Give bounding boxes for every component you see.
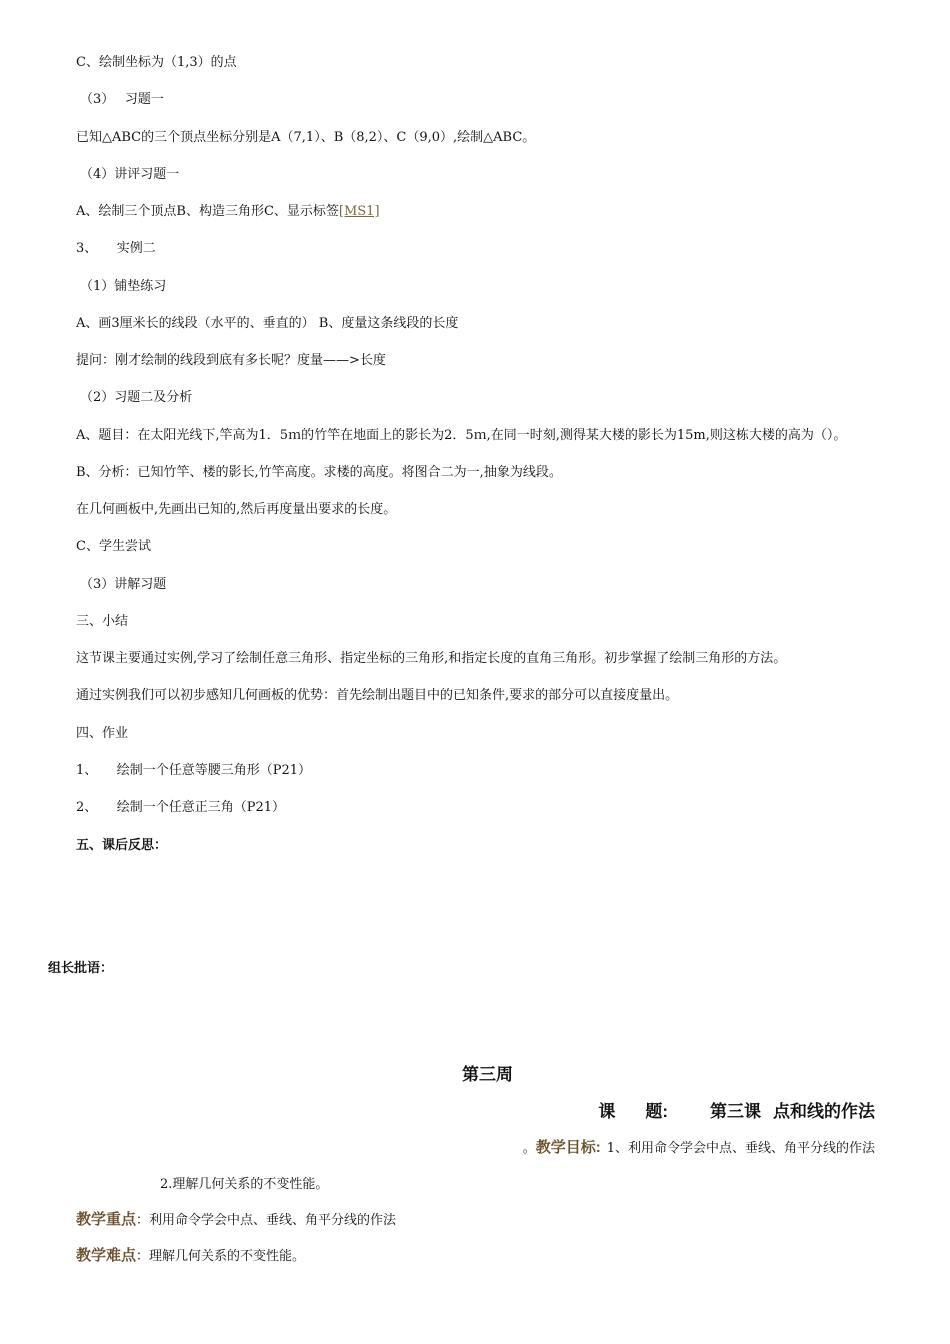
course-label-2: 题:: [645, 1102, 668, 1121]
key-point-label: 教学重点: [76, 1211, 137, 1228]
difficult-point-text: ：理解几何关系的不变性能。: [136, 1249, 306, 1264]
leader-comment-label: 组长批语：: [48, 960, 114, 975]
objective-text-1: 1、利用命令学会中点、垂线、角平分线的作法: [606, 1141, 875, 1156]
comment-reference-link[interactable]: [MS1]: [338, 204, 380, 219]
line-draw-segment: A、画3厘米长的线段（水平的、垂直的） B、度量这条线段的长度: [76, 316, 459, 331]
line-draw-point: C、绘制坐标为（1,3）的点: [76, 55, 237, 70]
line-homework-heading: 四、作业: [76, 726, 129, 741]
line-exercise-two-heading: （2）习题二及分析: [80, 390, 193, 405]
line-review-steps: [76, 203, 380, 221]
difficult-point: [76, 1245, 305, 1268]
line-question: 提问：刚才绘制的线段到底有多长呢？度量——>长度: [76, 353, 386, 368]
objective-text-2: 2.理解几何关系的不变性能。: [160, 1177, 329, 1192]
line-example-two: 3、 实例二: [76, 241, 156, 256]
line-exercise-two-analysis: B、分析：已知竹竿、楼的影长,竹竿高度。求楼的高度。将图合二为一,抽象为线段。: [76, 465, 562, 480]
line-warmup-practice: （1）铺垫练习: [80, 279, 167, 294]
key-point: [76, 1209, 396, 1232]
line-exercise-one-heading: （3） 习题一: [80, 92, 164, 107]
line-summary-heading: 三、小结: [76, 614, 129, 629]
course-lesson: 第三课: [710, 1102, 761, 1121]
difficult-point-label: 教学难点: [76, 1247, 137, 1264]
week-title: 第三周: [462, 1065, 513, 1084]
reflection-heading: 五、课后反思：: [76, 837, 168, 852]
line-exercise-one-text: 已知△ABC的三个顶点坐标分别是A（7,1）、B（8,2）、C（9,0）,绘制△ABC。: [76, 130, 536, 145]
line-exercise-two-problem: A、题目：在太阳光线下,竿高为1．5ｍ的竹竿在地面上的影长为2．5ｍ,在同一时刻,测得某大楼的影长为15m,则这栋大楼的高为（）。: [76, 428, 847, 443]
teaching-objective: [523, 1137, 875, 1160]
course-topic: 点和线的作法: [773, 1102, 875, 1121]
line-summary-text-2: 通过实例我们可以初步感知几何画板的优势：首先绘制出题目中的已知条件,要求的部分可以直接度量出。: [76, 688, 679, 703]
key-point-text: ：利用命令学会中点、垂线、角平分线的作法: [136, 1213, 397, 1228]
line-summary-text-1: 这节课主要通过实例,学习了绘制任意三角形、指定坐标的三角形,和指定长度的直角三角形。初步掌握了绘制三角形的方法。: [76, 651, 787, 666]
objective-prefix: 。: [522, 1141, 536, 1156]
line-homework-1: 1、 绘制一个任意等腰三角形（P21）: [76, 763, 312, 778]
line-review-exercise-one: （4）讲评习题一: [80, 167, 180, 182]
line-explain-exercise: （3）讲解习题: [80, 577, 167, 592]
course-title: [598, 1101, 875, 1123]
objective-label: 教学目标:: [535, 1139, 601, 1156]
review-steps-text: A、绘制三个顶点B、构造三角形C、显示标签: [76, 204, 339, 219]
line-homework-2: 2、 绘制一个任意正三角（P21）: [76, 800, 286, 815]
line-sketchpad-method: 在几何画板中,先画出已知的,然后再度量出要求的长度。: [76, 502, 397, 517]
line-student-attempt: C、学生尝试: [76, 539, 151, 554]
course-label: 课: [598, 1102, 616, 1121]
